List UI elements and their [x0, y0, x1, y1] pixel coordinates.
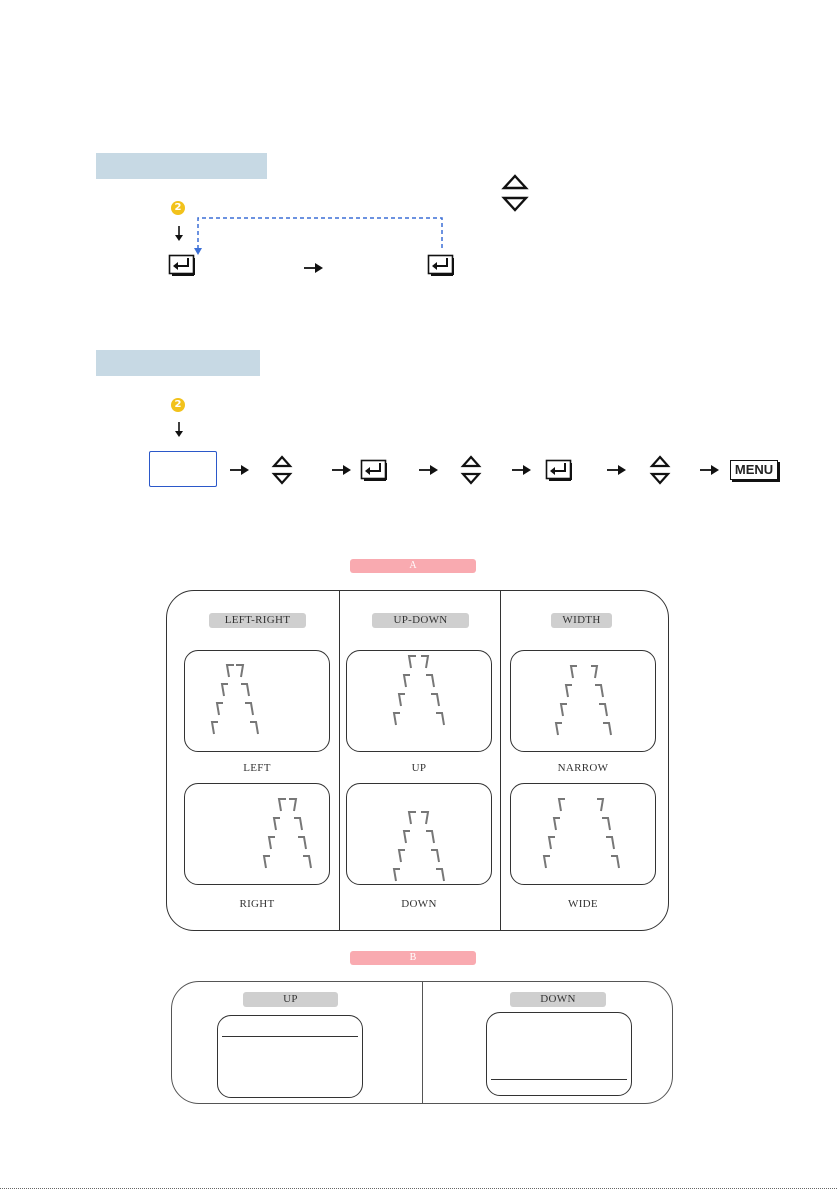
tag-up: UP: [243, 992, 338, 1007]
up-down-triangle-icon: [461, 455, 481, 485]
tag-down: DOWN: [510, 992, 606, 1007]
up-down-triangle-icon: [502, 173, 528, 213]
step-badge: 2: [171, 201, 185, 215]
caption-up: UP: [411, 762, 427, 774]
column-divider: [422, 982, 423, 1103]
caption-narrow: NARROW: [557, 762, 609, 774]
caption-wide: WIDE: [568, 898, 598, 910]
right-arrow-icon: [230, 464, 248, 476]
screen-wide: [510, 783, 656, 885]
right-arrow-icon: [332, 464, 350, 476]
parking-guide-lines-icon: [511, 651, 657, 753]
parking-guide-lines-icon: [347, 651, 493, 753]
figure-a-banner: A: [350, 559, 476, 573]
section-1-header-band: [96, 153, 267, 179]
tag-up-down: UP-DOWN: [372, 613, 469, 628]
section-2-header-band: [96, 350, 260, 376]
down-arrow-icon: [174, 226, 184, 242]
figure-b-banner: B: [350, 951, 476, 965]
column-divider: [339, 591, 340, 930]
down-arrow-icon: [174, 422, 184, 438]
reference-line: [222, 1036, 358, 1037]
enter-key-icon: [168, 254, 194, 276]
screen-left: [184, 650, 330, 752]
screen-narrow: [510, 650, 656, 752]
enter-key-icon: [360, 459, 386, 481]
right-arrow-icon: [607, 464, 625, 476]
up-down-triangle-icon: [650, 455, 670, 485]
caption-down: DOWN: [401, 898, 437, 910]
screen-right: [184, 783, 330, 885]
tag-width: WIDTH: [551, 613, 612, 628]
reference-line: [491, 1079, 627, 1080]
enter-key-icon: [545, 459, 571, 481]
page-bottom-rule: [0, 1188, 837, 1189]
parking-guide-lines-icon: [347, 784, 493, 886]
caption-left: LEFT: [243, 762, 271, 774]
step-badge: 2: [171, 398, 185, 412]
parking-guide-lines-icon: [185, 651, 331, 753]
right-arrow-icon: [700, 464, 718, 476]
start-step-box: [149, 451, 217, 487]
dashed-loop-connector: [190, 210, 450, 260]
screen-line-down: [486, 1012, 632, 1096]
screen-up: [346, 650, 492, 752]
parking-guide-lines-icon: [511, 784, 657, 886]
right-arrow-icon: [304, 262, 322, 274]
screen-line-up: [217, 1015, 363, 1098]
screen-down: [346, 783, 492, 885]
enter-key-icon: [427, 254, 453, 276]
parking-guide-lines-icon: [185, 784, 331, 886]
column-divider: [500, 591, 501, 930]
up-down-triangle-icon: [272, 455, 292, 485]
caption-right: RIGHT: [239, 898, 275, 910]
menu-key: MENU: [730, 460, 778, 480]
right-arrow-icon: [512, 464, 530, 476]
right-arrow-icon: [419, 464, 437, 476]
tag-left-right: LEFT-RIGHT: [209, 613, 306, 628]
